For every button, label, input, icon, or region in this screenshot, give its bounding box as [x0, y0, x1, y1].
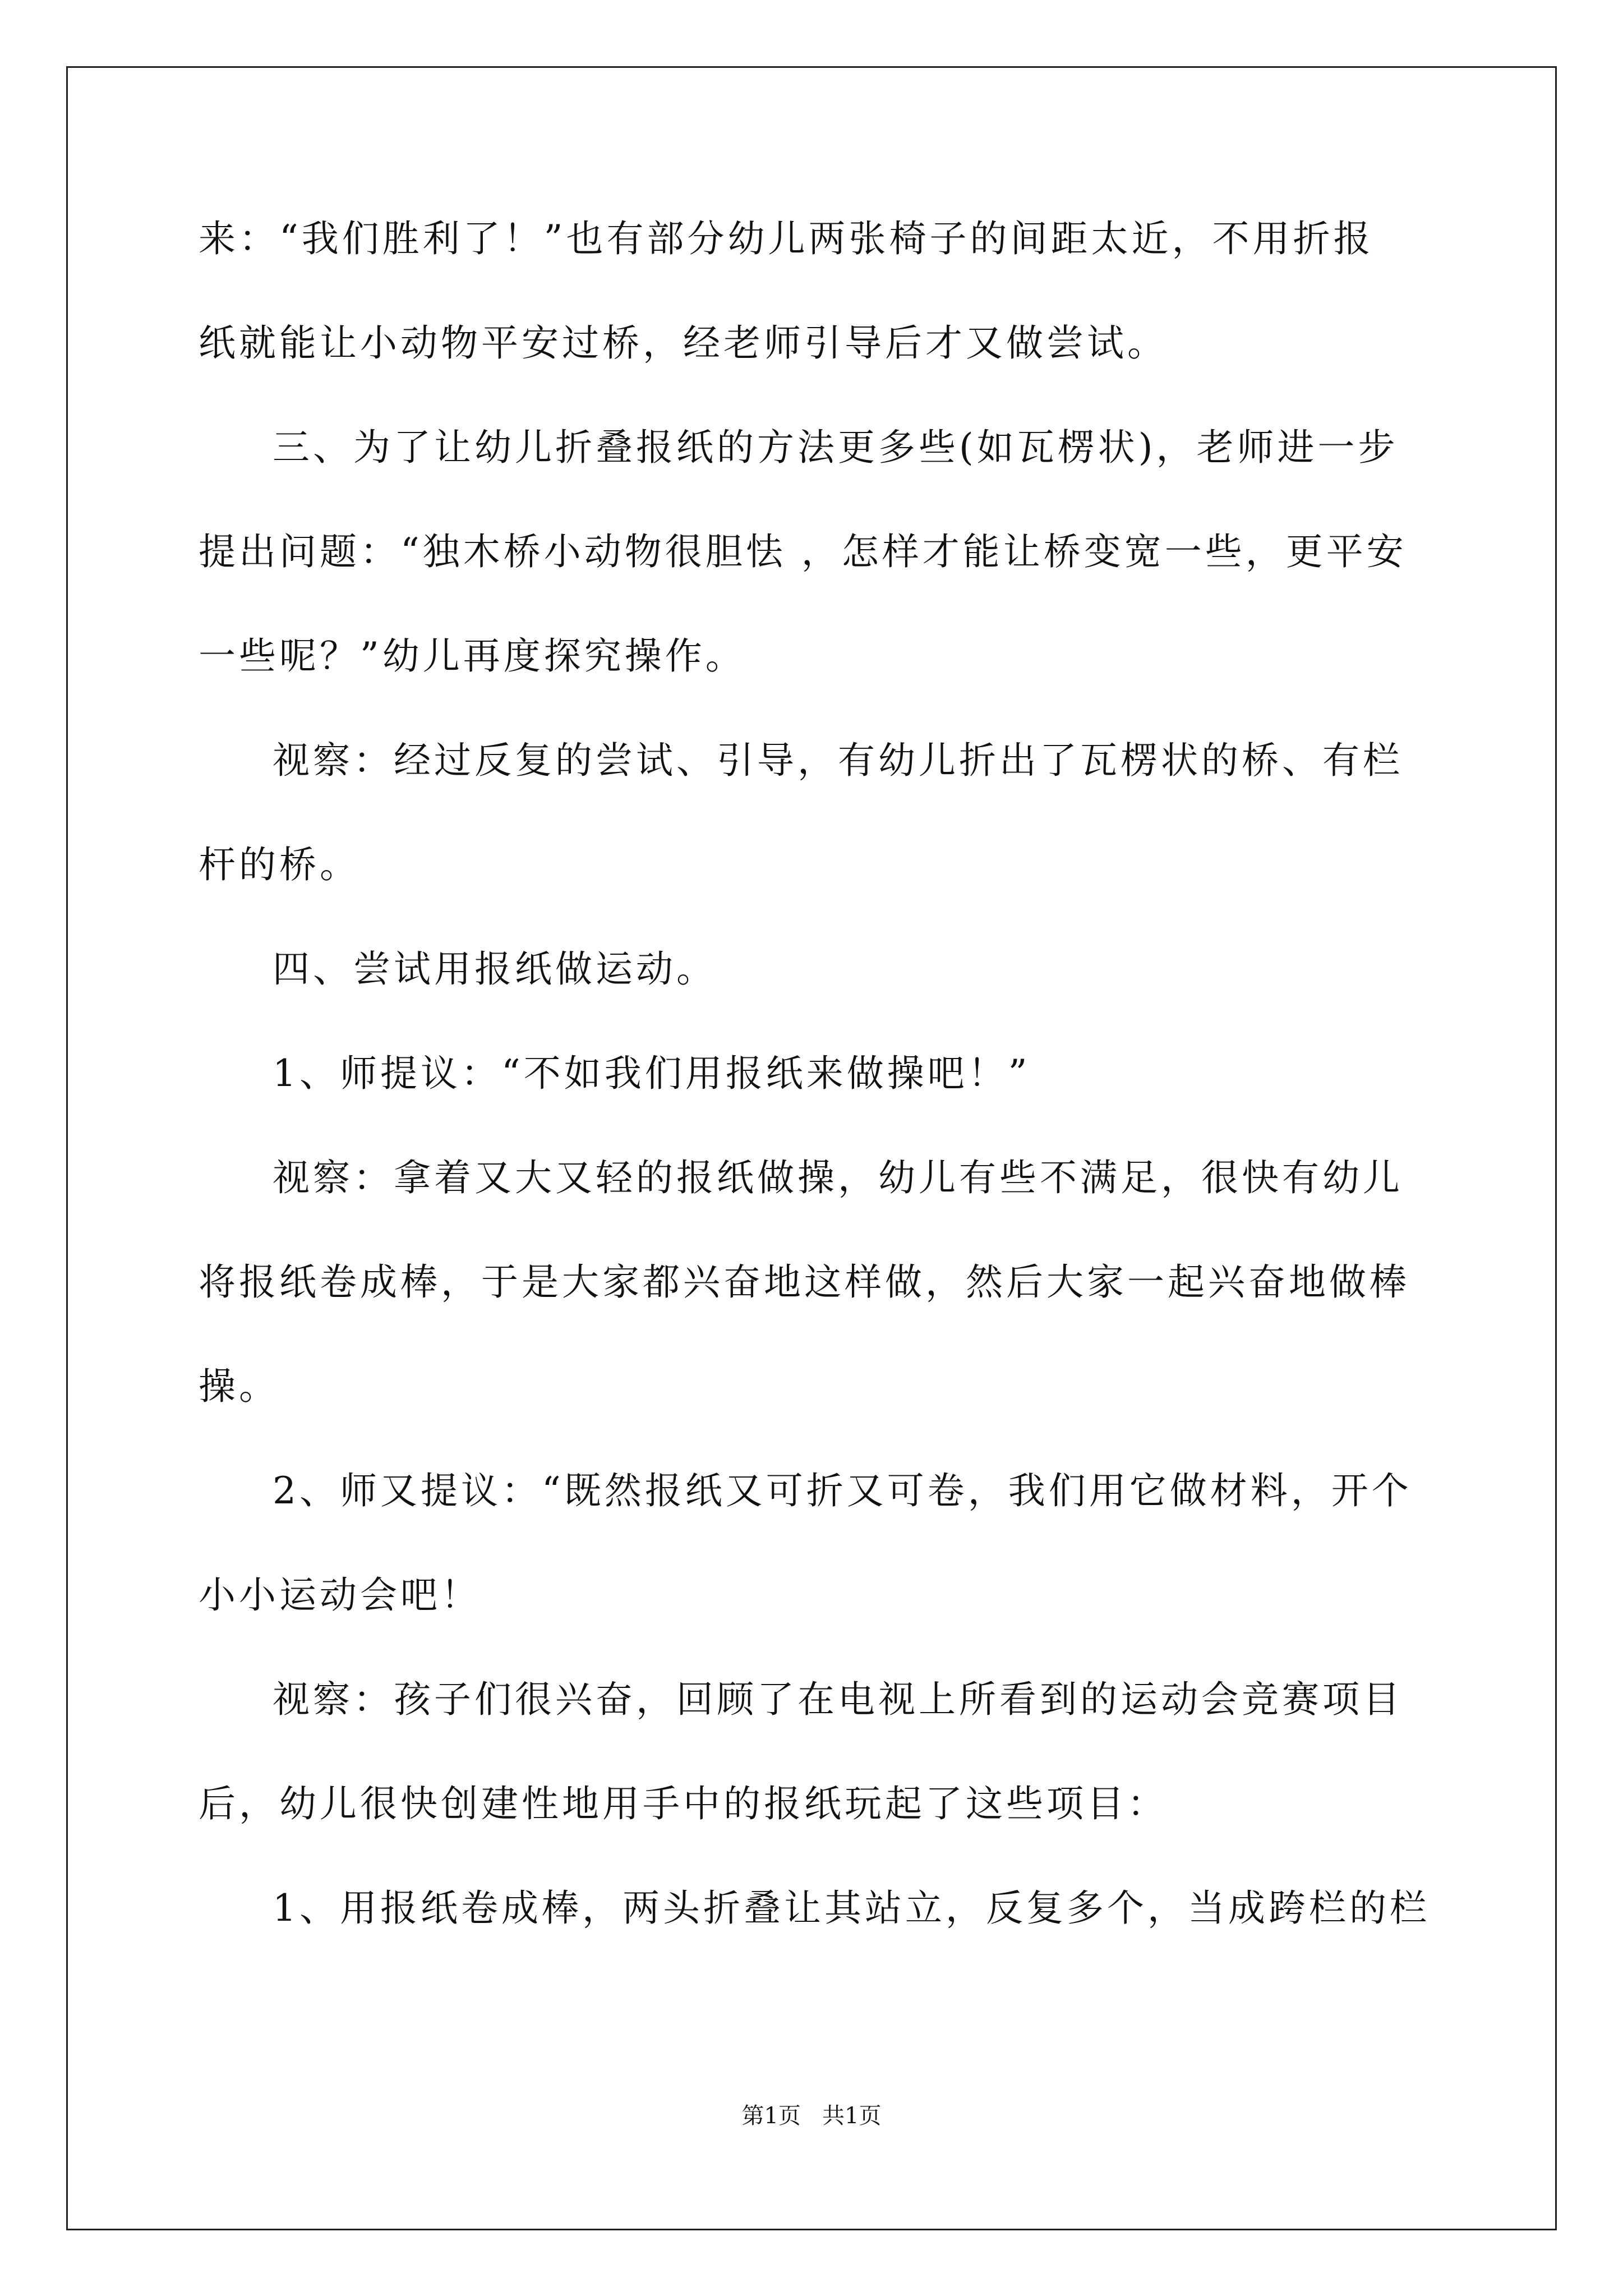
- text-line: 1、用报纸卷成棒，两头折叠让其站立，反复多个，当成跨栏的栏: [273, 1887, 1430, 1930]
- text-line: 提出问题：“独木桥小动物很胆怯 ，怎样才能让桥变宽一些，更平安: [199, 530, 1407, 573]
- text-line: 来：“我们胜利了！”也有部分幼儿两张椅子的间距太近，不用折报: [199, 217, 1374, 260]
- text-line: 三、为了让幼儿折叠报纸的方法更多些(如瓦楞状)，老师进一步: [273, 426, 1399, 469]
- text-line: 1、师提议：“不如我们用报纸来做操吧！”: [273, 1052, 1031, 1095]
- text-line: 后，幼儿很快创建性地用手中的报纸玩起了这些项目：: [199, 1782, 1168, 1825]
- text-line: 视察：经过反复的尝试、引导，有幼儿折出了瓦楞状的桥、有栏: [273, 739, 1403, 782]
- text-line: 杆的桥。: [199, 843, 360, 886]
- text-line: 2、师又提议：“既然报纸又可折又可卷，我们用它做材料，开个: [273, 1469, 1412, 1512]
- text-line: 视察：拿着又大又轻的报纸做操，幼儿有些不满足，很快有幼儿: [273, 1156, 1403, 1199]
- text-line: 纸就能让小动物平安过桥，经老师引导后才又做尝试。: [199, 321, 1168, 365]
- text-line: 将报纸卷成棒，于是大家都兴奋地这样做，然后大家一起兴奋地做棒: [199, 1260, 1410, 1304]
- text-line: 一些呢？”幼儿再度探究操作。: [199, 634, 746, 678]
- text-line: 四、尝试用报纸做运动。: [273, 947, 717, 991]
- text-line: 小小运动会吧！: [199, 1573, 481, 1617]
- page-footer: 第1页 共1页: [741, 2103, 882, 2129]
- text-line: 视察：孩子们很兴奋，回顾了在电视上所看到的运动会竞赛项目: [273, 1678, 1403, 1721]
- text-line: 操。: [199, 1365, 279, 1408]
